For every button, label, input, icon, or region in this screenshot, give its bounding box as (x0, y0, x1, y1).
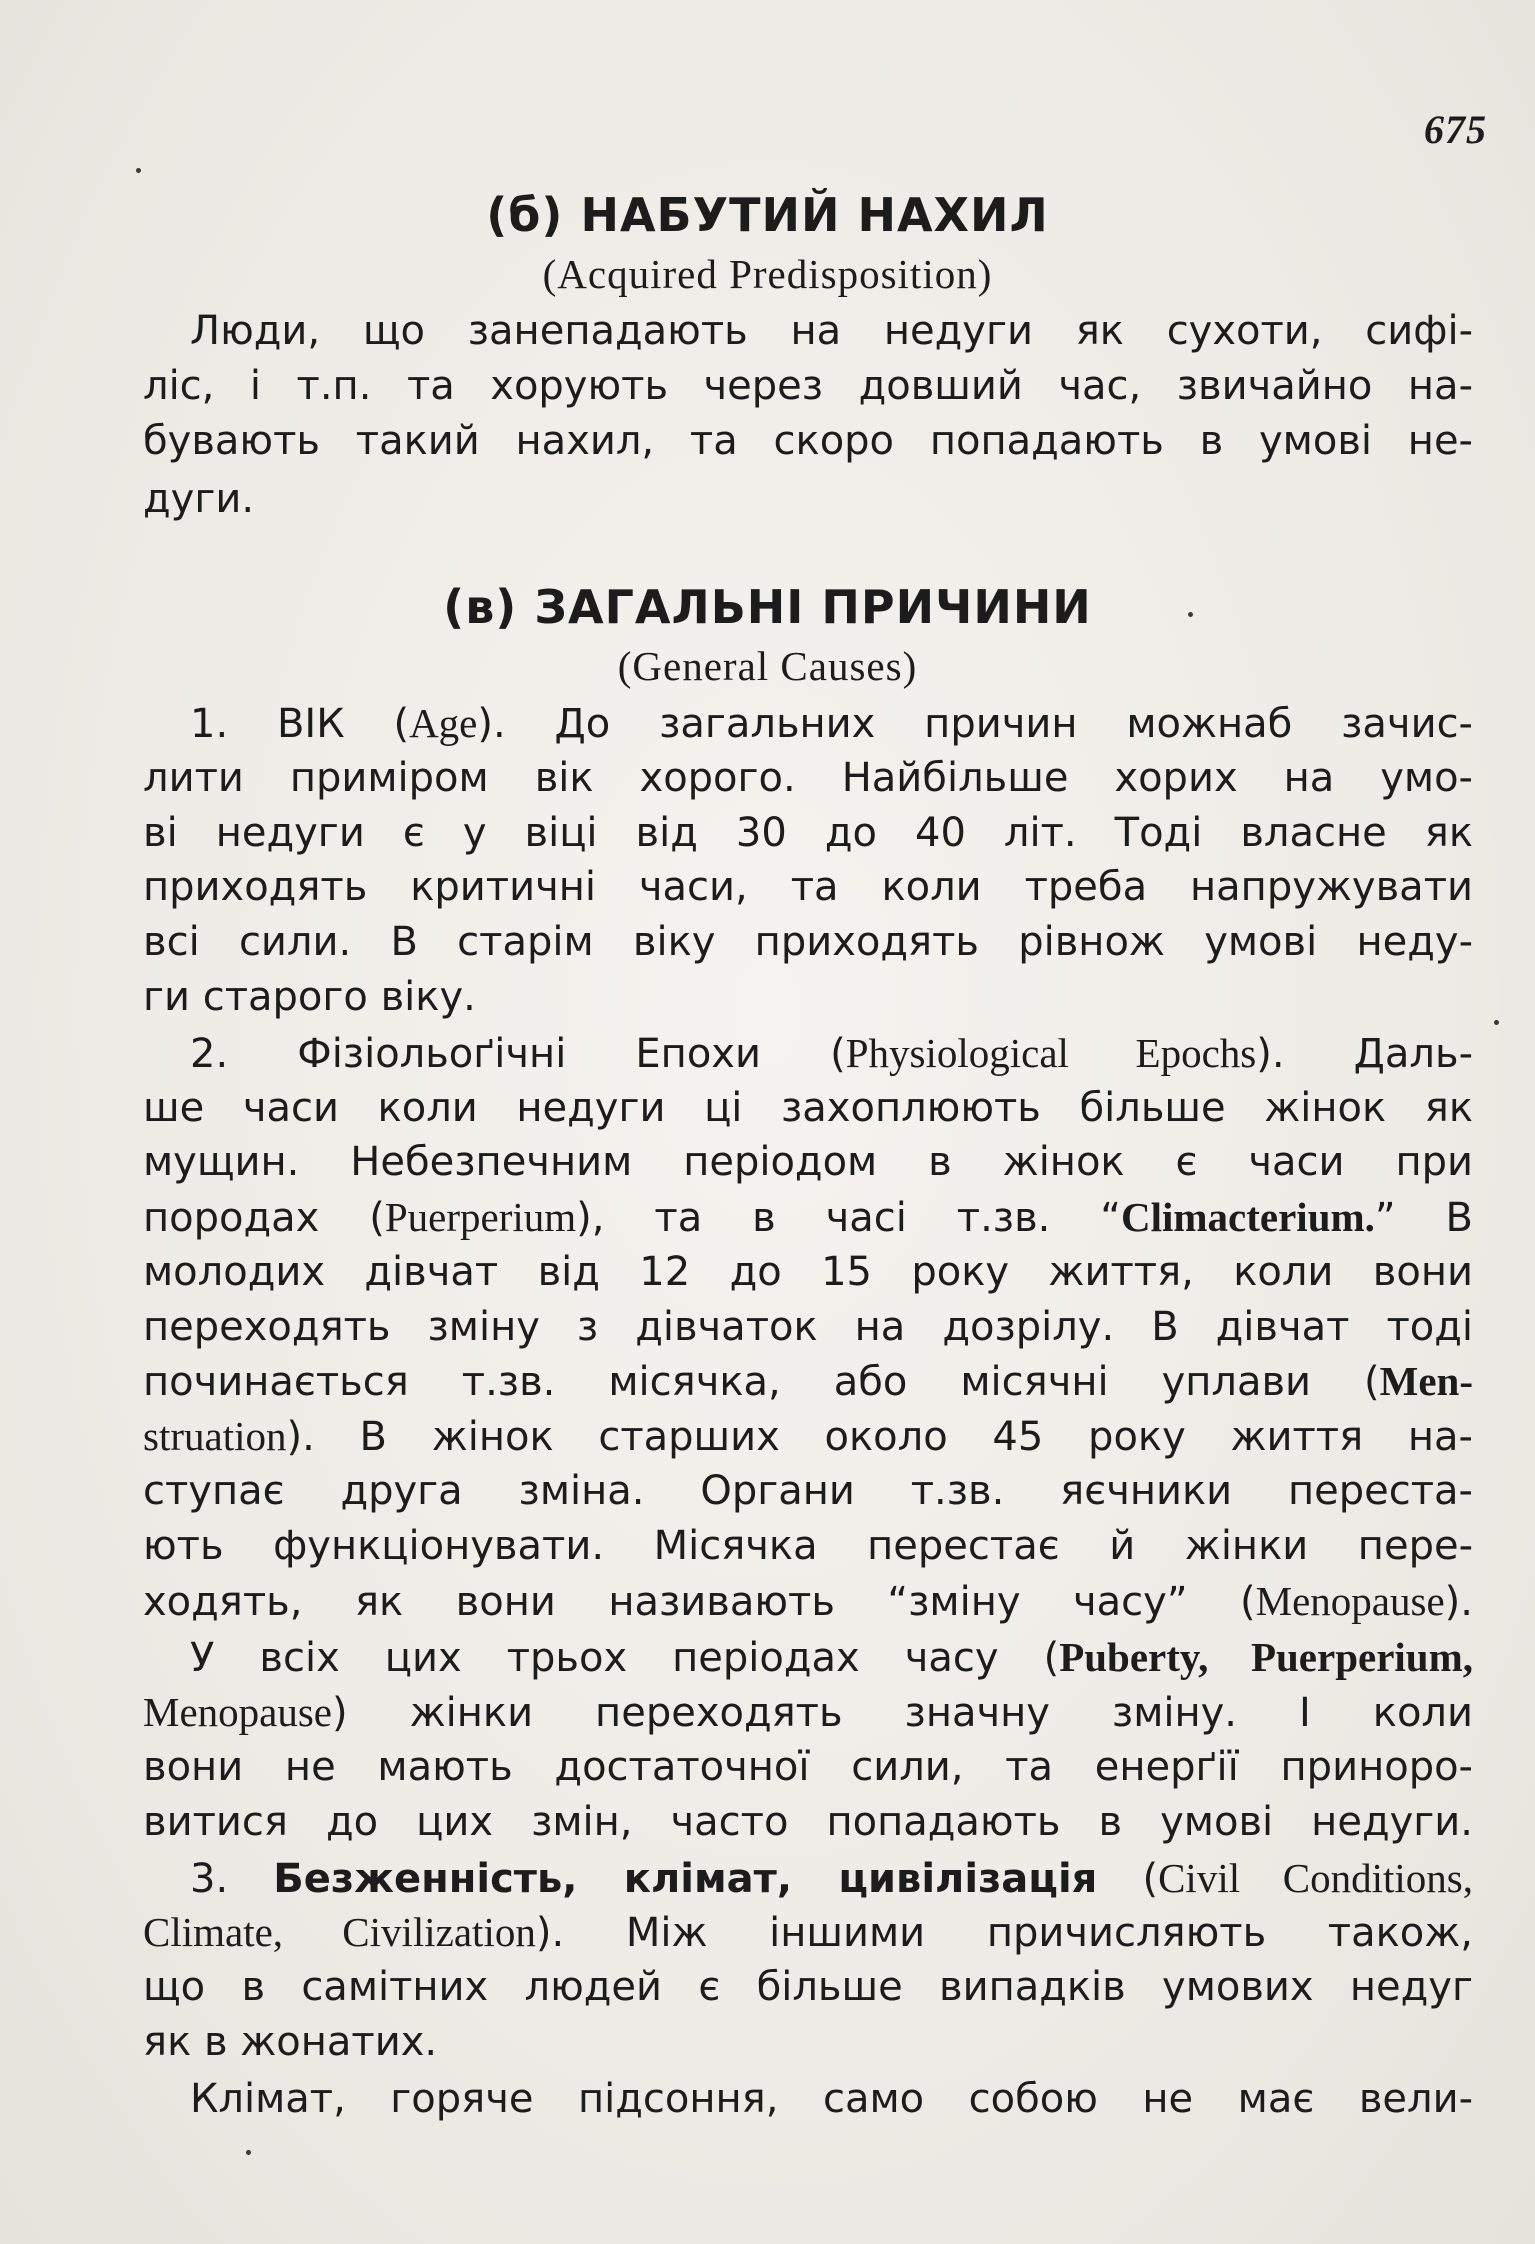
p3-line-2 (143, 1687, 1473, 1738)
p3-line-4: витися до цих змін, часто попадають в умові недуги. (143, 1799, 1473, 1845)
p2-line-4-text-c: ” В (1374, 1195, 1473, 1241)
p5-line-1: Клімат, горяче підсоння, само собою не має вели- (190, 2076, 1473, 2122)
p1-line-1-text-b: ). До загальних причин можнаб зачис- (477, 701, 1473, 747)
p2-line-9: ступає друга зміна. Оргaни т.зв. яєчники переста- (143, 1468, 1473, 1514)
p3-line-1-text-a: У всіх цих трьох періодах часу ( (190, 1635, 1060, 1681)
section-b-line-2: ліс, і т.п. та хорують через довший час, звичайно на- (143, 363, 1473, 409)
p2-line-1-text-a: 2. Фізіольоґічні Епохи ( (190, 1031, 846, 1077)
p4-line-2 (143, 1907, 1473, 1958)
p4-line-2-text-b: ). Між іншими причисляють також, (535, 1910, 1473, 1956)
p1-line-6: ги старого віку. (143, 974, 476, 1020)
p2-line-3: мущин. Небезпечним періодом в жінок є часи при (143, 1139, 1473, 1185)
section-b-subtitle: (Acquired Predisposition) (542, 251, 993, 297)
p2-line-11-text-a: ходять, як вони називають “зміну часу” ( (143, 1579, 1256, 1625)
p2-line-6: переходять зміну з дівчаток на дозрілу. В дівчат тоді (143, 1304, 1473, 1350)
section-b-line-3: бувають такий нахил, та скоро попадають в умові не- (143, 418, 1473, 464)
paper-speck (246, 2150, 251, 2155)
p1-line-2: лити приміром вік хорого. Найбільше хорих на умо- (143, 755, 1473, 801)
p3-line-3: вони не мають достаточної сили, та енерґії приноро- (143, 1744, 1473, 1790)
section-b-title: (б) НАБУТИЙ НАХИЛ (486, 188, 1049, 242)
p1-line-1 (190, 698, 1473, 749)
p2-line-1-text-b: ). Даль- (1256, 1031, 1473, 1077)
p2-line-5: молодих дівчат від 12 до 15 року життя, коли вони (143, 1249, 1473, 1295)
p2-line-1-latin: Physiological Epochs (845, 1030, 1257, 1076)
p4-line-1 (190, 1853, 1473, 1904)
p2-line-8-latin: struation (143, 1413, 287, 1459)
section-v-title: (в) ЗАГАЛЬНІ ПРИЧИНИ (443, 580, 1092, 634)
section-b-line-1: Люди, що занепадають на недуги як сухоти, сифі- (190, 308, 1473, 354)
p2-line-11-text-b: ). (1444, 1579, 1473, 1625)
p1-line-5: всі сили. В старім віку приходять рівнож умові неду- (143, 919, 1473, 965)
p2-line-7-latin: Men- (1379, 1358, 1473, 1404)
p2-line-2: ше часи коли недуги ці захоплюють більше жінок як (143, 1085, 1473, 1131)
p3-line-2-text-b: ) жінки переходять значну зміну. І коли (332, 1690, 1473, 1736)
p2-line-7-text-a: починається т.зв. місячка, або місячні уплави ( (143, 1359, 1380, 1405)
p2-line-4-text-a: породах ( (143, 1195, 385, 1241)
p4-line-1-text-a: 3. (190, 1856, 274, 1902)
p2-line-7 (143, 1356, 1473, 1407)
p1-line-1-text-a: 1. ВІК ( (190, 701, 410, 747)
section-b-line-4: дуги. (143, 476, 255, 522)
p2-line-8 (143, 1411, 1473, 1462)
p4-line-1-text-b: ( (1097, 1856, 1159, 1902)
p2-line-4-latin-1: Puerperium (384, 1194, 577, 1240)
p2-line-1 (190, 1028, 1473, 1079)
p2-line-11 (143, 1576, 1473, 1627)
p2-line-8-text-b: ). В жінок старших около 45 року життя на- (286, 1414, 1473, 1460)
p2-line-10: ють функціонувати. Місячка перестає й жінки пере- (143, 1523, 1473, 1569)
p4-line-3: що в самітних людей є більше випадків умових недуг (143, 1964, 1473, 2010)
p4-line-1-latin: Civil Conditions, (1158, 1855, 1473, 1901)
paper-speck (1494, 1020, 1499, 1025)
p3-line-2-latin: Menopause (143, 1689, 333, 1735)
p2-line-11-latin: Menopause (1255, 1578, 1445, 1624)
paper-speck (136, 168, 141, 173)
p4-line-4: як в жонатих. (143, 2019, 438, 2065)
section-v-subtitle: (General Causes) (617, 643, 918, 689)
p1-line-3: ві недуги є у віці від 30 до 40 літ. Тоді власне як (143, 810, 1473, 856)
p2-line-4-text-b: ), та в часі т.зв. “ (576, 1195, 1122, 1241)
p1-line-1-latin: Age (409, 700, 478, 746)
p3-line-1 (190, 1632, 1473, 1683)
p4-line-2-latin: Climate, Civilization (143, 1909, 536, 1955)
page-number: 675 (1424, 107, 1487, 152)
paper-speck (1188, 612, 1193, 617)
p2-line-4-latin-2: Climacterium. (1121, 1194, 1375, 1240)
p4-line-1-bold: Безженність, клімат, цивілізація (273, 1856, 1098, 1902)
p3-line-1-latin: Puberty, Puerperium, (1059, 1634, 1473, 1680)
p1-line-4: приходять критичні часи, та коли треба напружувати (143, 864, 1473, 910)
p2-line-4 (143, 1192, 1473, 1243)
